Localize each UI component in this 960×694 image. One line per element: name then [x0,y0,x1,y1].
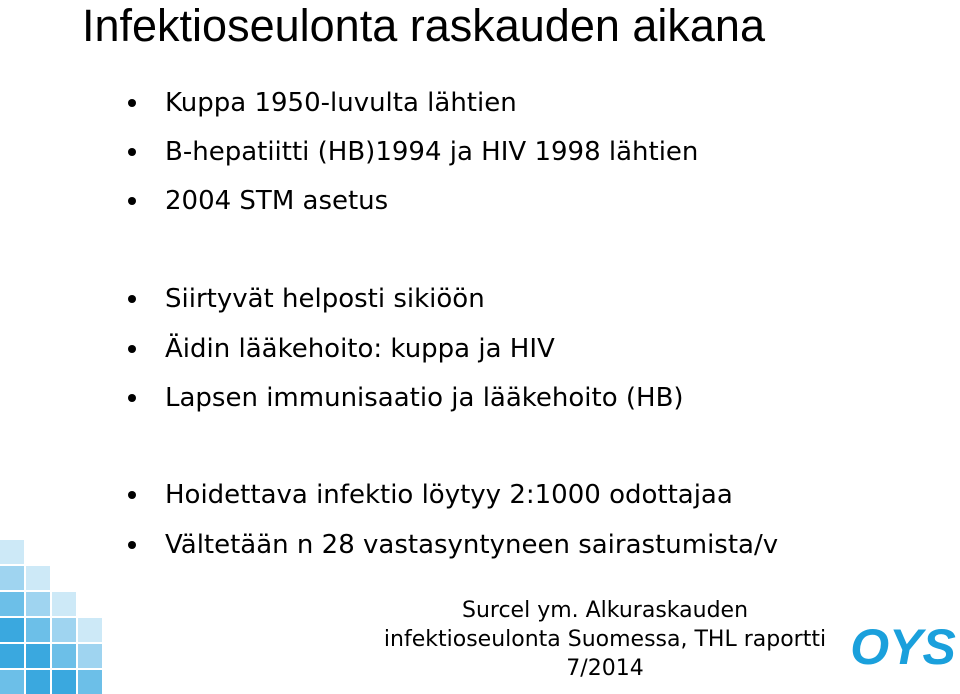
bullet-text: B-hepatiitti (HB)1994 ja HIV 1998 lähtien [165,137,699,167]
bullet-item [128,332,555,366]
bullet-item [128,478,733,512]
bullet-item [128,184,388,218]
bullet-item [128,528,778,562]
tile [78,644,102,668]
tile [78,670,102,694]
tile [26,670,50,694]
bullet-text: Äidin lääkehoito: kuppa ja HIV [165,334,555,364]
bullet-text: Siirtyvät helposti sikiöön [165,284,485,314]
tile [78,618,102,642]
tile [0,592,24,616]
tile [0,644,24,668]
tile [0,566,24,590]
bullet-dot-icon [128,148,136,156]
citation-line: 7/2014 [566,656,644,681]
bullet-text: Kuppa 1950-luvulta lähtien [165,88,517,118]
tile [26,618,50,642]
tile [0,618,24,642]
citation-line: Surcel ym. Alkuraskauden [461,598,749,623]
bullet-dot-icon [128,541,136,549]
bullet-dot-icon [128,295,136,303]
tile [52,670,76,694]
decorative-tile-pattern [0,540,120,693]
citation-line: infektioseulonta Suomessa, THL raportti [383,627,827,652]
bullet-text: 2004 STM asetus [165,186,389,216]
slide-title: Infektioseulonta raskauden aikana [82,0,765,51]
tile [26,592,50,616]
tile [52,592,76,616]
bullet-text: Lapsen immunisaatio ja lääkehoito (HB) [165,383,684,413]
bullet-dot-icon [128,99,136,107]
tile [26,644,50,668]
bullet-text: Vältetään n 28 vastasyntyneen sairastumista/v [165,530,779,560]
tile [52,644,76,668]
tile [52,618,76,642]
bullet-dot-icon [128,491,136,499]
bullet-item [128,135,698,169]
citation [360,596,850,683]
bullet-dot-icon [128,394,136,402]
bullet-text: Hoidettava infektio löytyy 2:1000 odottajaa [165,480,733,510]
bullet-item [128,381,684,415]
tile [26,566,50,590]
bullet-dot-icon [128,197,136,205]
bullet-item [128,86,517,120]
oys-logo [848,616,958,674]
tile [0,670,24,694]
bullet-dot-icon [128,345,136,353]
logo-text: OYS [850,619,956,674]
bullet-item [128,282,485,316]
tile [0,540,24,564]
